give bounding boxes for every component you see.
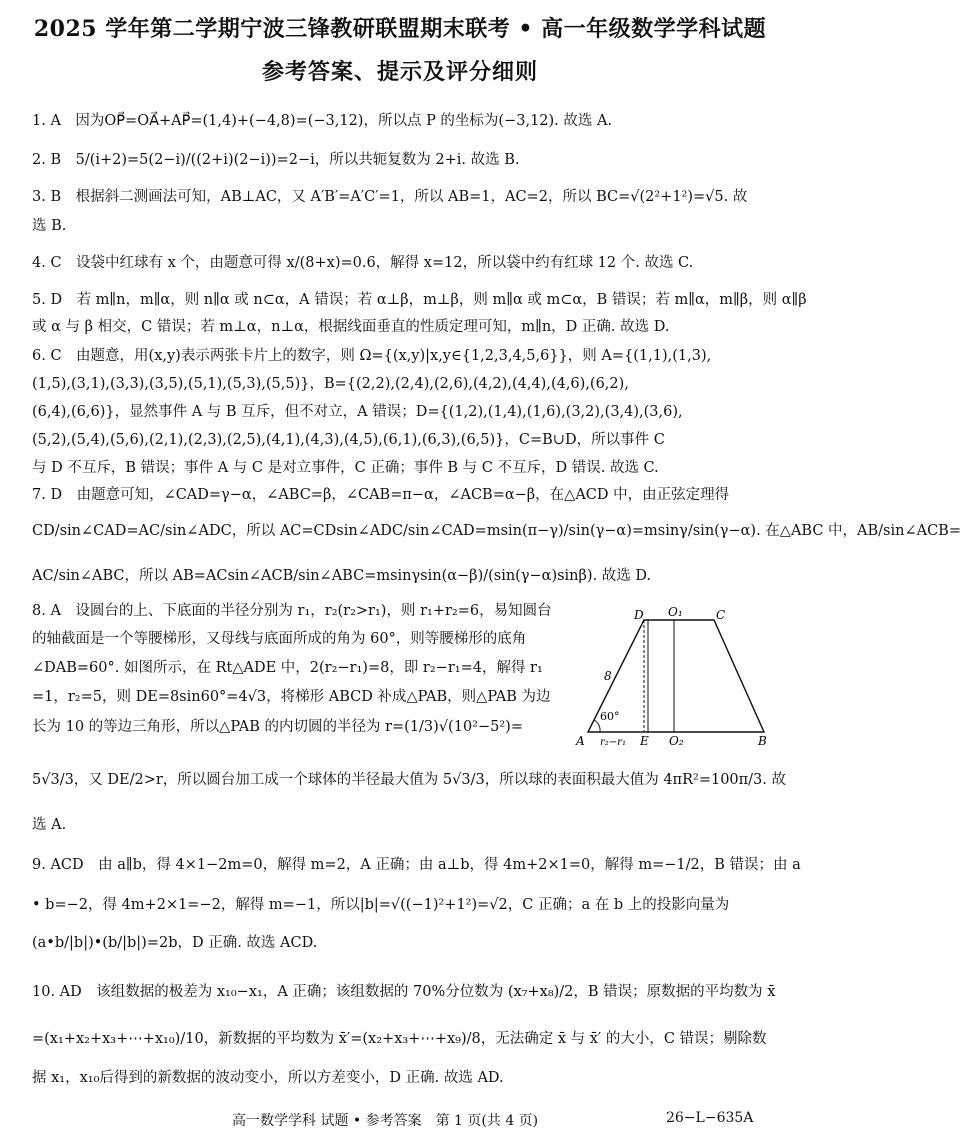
answer-line: 据 x₁，x₁₀后得到的新数据的波动变小，所以方差变小，D 正确. 故选 AD. [32,1070,504,1086]
answer-line: 8. A 设圆台的上、下底面的半径分别为 r₁，r₂(r₂>r₁)，则 r₁+r₂=6，易知圆台 [32,603,552,619]
answer-line: 5. D 若 m∥n，m∥α，则 n∥α 或 n⊂α，A 错误；若 α⊥β，m⊥β，则 m∥α 或 m⊂α，B 错误；若 m∥α，m∥β，则 α∥β [32,292,807,308]
label-r2-minus-r1: r₂−r₁ [600,737,626,748]
label-d: D [634,608,644,622]
label-e: E [640,734,649,748]
answer-line: 3. B 根据斜二测画法可知，AB⊥AC，又 A′B′=A′C′=1，所以 AB=1，AC=2，所以 BC=√(2²+1²)=√5. 故 [32,189,748,205]
answer-line: 长为 10 的等边三角形，所以△PAB 的内切圆的半径为 r=(1/3)√(10²−5²)= [32,719,523,735]
answer-line: (1,5),(3,1),(3,3),(3,5),(5,1),(5,3),(5,5)}，B={(2,2),(2,4),(2,6),(4,2),(4,4),(4,6),(6,2), [32,376,629,392]
label-o1: O₁ [668,605,683,619]
answer-line: • b=−2，得 4m+2×1=−2，解得 m=−1，所以|b|=√((−1)²+1²)=√2，C 正确；a 在 b 上的投影向量为 [32,897,730,913]
trapezoid-diagram [572,605,772,748]
answer-line: 10. AD 该组数据的极差为 x₁₀−x₁，A 正确；该组数据的 70%分位数为 (x₇+x₈)/2，B 错误；原数据的平均数为 x̄ [32,984,776,1000]
page-title: 2025 学年第二学期宁波三锋教研联盟期末联考 • 高一年级数学学科试题 [33,16,767,42]
answer-line: 1. A 因为OP⃗=OA⃗+AP⃗=(1,4)+(−4,8)=(−3,12)，所以点 P 的坐标为(−3,12). 故选 A. [32,113,613,129]
answer-line: 4. C 设袋中红球有 x 个，由题意可得 x/(8+x)=0.6，解得 x=12，所以袋中约有红球 12 个. 故选 C. [32,255,694,271]
answer-line: =1，r₂=5，则 DE=8sin60°=4√3，将梯形 ABCD 补成△PAB，则△PAB 为边 [32,689,551,705]
answer-line: 6. C 由题意，用(x,y)表示两张卡片上的数字，则 Ω={(x,y)|x,y∈{1,2,3,4,5,6}}，则 A={(1,1),(1,3), [32,348,712,364]
answer-line: =(x₁+x₂+x₃+⋯+x₁₀)/10，新数据的平均数为 x̄′=(x₂+x₃+⋯+x₉)/8，无法确定 x̄ 与 x̄′ 的大小，C 错误；剔除数 [32,1031,767,1047]
page-subtitle: 参考答案、提示及评分细则 [261,59,538,85]
answer-line: AC/sin∠ABC，所以 AB=ACsin∠ACB/sin∠ABC=msinγsin(α−β)/(sin(γ−α)sinβ). 故选 D. [32,568,652,584]
answer-line: 与 D 不互斥，B 错误；事件 A 与 C 是对立事件，C 正确；事件 B 与 C 不互斥，D 错误. 故选 C. [32,460,659,476]
label-a: A [576,734,585,748]
answer-line: 5√3/3，又 DE/2>r，所以圆台加工成一个球体的半径最大值为 5√3/3，所以球的表面积最大值为 4πR²=100π/3. 故 [32,772,786,788]
answer-line: 9. ACD 由 a∥b，得 4×1−2m=0，解得 m=2，A 正确；由 a⊥b，得 4m+2×1=0，解得 m=−1/2，B 错误；由 a [32,857,801,873]
answer-line: (5,2),(5,4),(5,6),(2,1),(2,3),(2,5),(4,1),(4,3),(4,5),(6,1),(6,3),(6,5)}，C=B∪D，所以事件 C [32,432,665,448]
answer-line: ∠DAB=60°. 如图所示，在 Rt△ADE 中，2(r₂−r₁)=8，即 r₂−r₁=4，解得 r₁ [32,660,543,676]
answer-line: CD/sin∠CAD=AC/sin∠ADC，所以 AC=CDsin∠ADC/sin∠CAD=msin(π−γ)/sin(γ−α)=msinγ/sin(γ−α). 在△ABC 中，AB/sin∠ACB= [32,523,961,539]
answer-line: 2. B 5/(i+2)=5(2−i)/((2+i)(2−i))=2−i，所以共轭复数为 2+i. 故选 B. [32,152,520,168]
answer-line: 选 B. [32,218,67,234]
answer-line: 选 A. [32,817,67,833]
label-b: B [758,734,767,748]
label-angle: 60° [600,710,620,723]
footer-page-info: 高一数学学科 试题 • 参考答案 第 1 页(共 4 页) [232,1113,539,1129]
label-o2: O₂ [669,734,684,748]
answer-line: 的轴截面是一个等腰梯形，又母线与底面所成的角为 60°，则等腰梯形的底角 [32,631,527,647]
answer-line: (6,4),(6,6)}，显然事件 A 与 B 互斥，但不对立，A 错误；D={(1,2),(1,4),(1,6),(3,2),(3,4),(3,6), [32,404,683,420]
answer-line: 或 α 与 β 相交，C 错误；若 m⊥α，n⊥α，根据线面垂直的性质定理可知，m∥n，D 正确. 故选 D. [32,319,670,335]
label-length: 8 [604,669,612,683]
answer-line: (a•b/|b|)•(b/|b|)=2b，D 正确. 故选 ACD. [32,935,318,951]
footer-code: 26−L−635A [666,1110,754,1126]
label-c: C [716,608,726,622]
answer-line: 7. D 由题意可知，∠CAD=γ−α，∠ABC=β，∠CAB=π−α，∠ACB=α−β，在△ACD 中，由正弦定理得 [32,487,730,503]
